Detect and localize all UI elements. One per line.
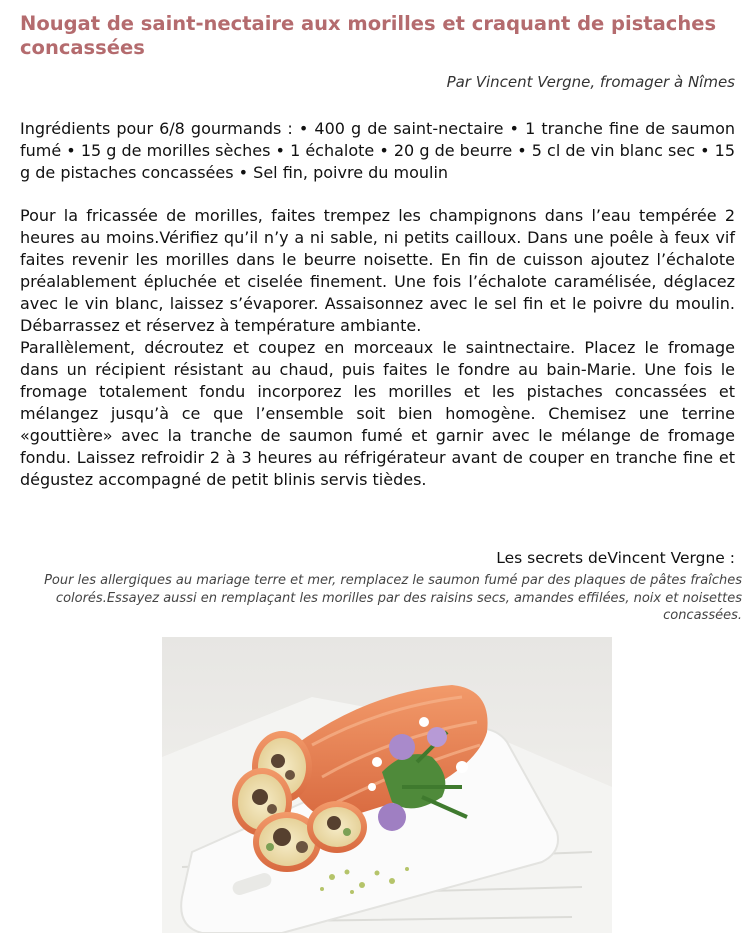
secrets-text: Pour les allergiques au mariage terre et mer, remplacez le saumon fumé par des plaques de pâtes fraîches colorés.Essayez aussi en remplaçant les morilles par des raisins secs, amandes effilées, noix et noisettes concassées. <box>44 573 742 623</box>
recipe-title: Nougat de saint-nectaire aux morilles et craquant de pistaches concassées <box>20 12 717 59</box>
secrets-heading: Les secrets deVincent Vergne : <box>496 549 735 567</box>
ingredients-list: Ingrédients pour 6/8 gourmands : • 400 g de saint-nectaire • 1 tranche fine de saumon fumé • 15 g de morilles sèches • 1 échalote • 20 g de beurre • 5 cl de vin blanc sec • 15 g de pistaches concassées • Sel fin, poivre du moulin <box>20 119 735 182</box>
instruction-paragraph: Parallèlement, décroutez et coupez en morceaux le saintnectaire. Placez le fromage dans un récipient résistant au chaud, puis faites le fondre au bain-Marie. Une fois le fromage totalement fondu incorporez les morilles et les pistaches concassées et mélangez jusqu’à ce que l’ensemble soit bien homogène. Chemisez une terrine «gouttière» avec la tranche de saumon fumé et garnir avec le mélange de fromage fondu. Laissez refroidir 2 à 3 heures au réfrigérateur avant de couper en tranche fine et dégustez accompagné de petit blinis servis tièdes. <box>20 338 735 489</box>
dish-photo <box>162 637 612 933</box>
recipe-author: Par Vincent Vergne, fromager à Nîmes <box>446 73 735 91</box>
dish-illustration <box>162 637 612 933</box>
instruction-paragraph: Pour la fricassée de morilles, faites trempez les champignons dans l’eau tempérée 2 heures au moins.Vérifiez qu’il n’y a ni sable, ni petits cailloux. Dans une poêle à feux vif faites revenir les morilles dans le beurre noisette. En fin de cuisson ajoutez l’échalote préalablement épluchée et ciselée finement. Une fois l’échalote caramélisée, déglacez avec le vin blanc, laissez s’évaporer. Assaisonnez avec le sel fin et le poivre du moulin. Débarrassez et réservez à température ambiante. <box>20 206 735 335</box>
recipe-instructions <box>20 205 735 491</box>
